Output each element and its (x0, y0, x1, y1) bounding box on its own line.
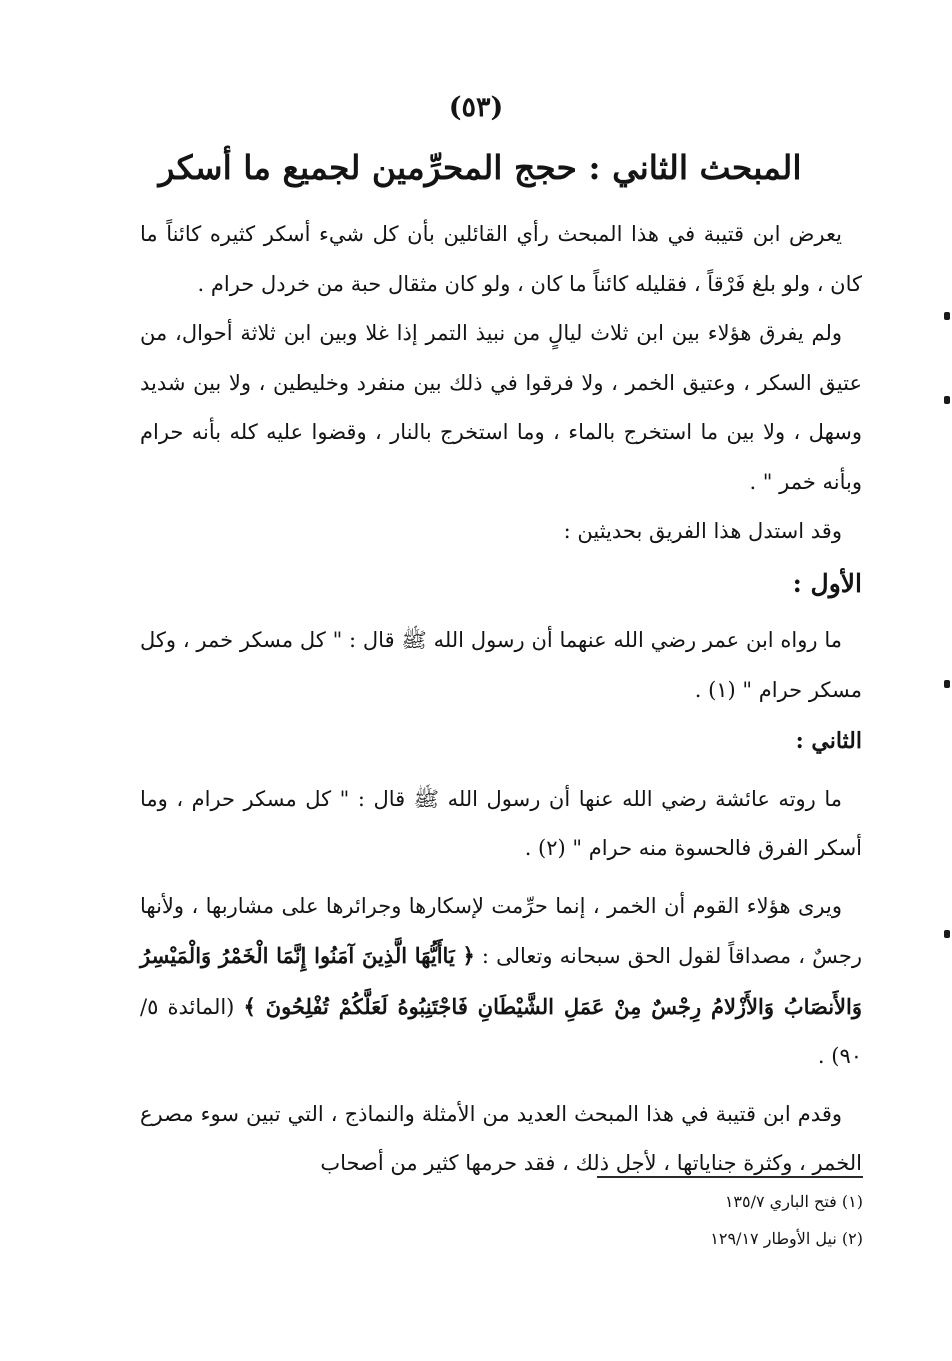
paragraph-hadith-aisha: ما روته عائشة رضي الله عنها أن رسول الله ﷺ قال : " كل مسكر حرام ، وما أسكر الفرق فالحسوة منه حرام " (٢) . (140, 786, 862, 860)
paragraph-quran-argument (140, 882, 862, 1082)
quran-reference: (المائدة ٥/ ٩٠) . (140, 994, 862, 1068)
paragraph-no-distinction: ولم يفرق هؤلاء بين ابن ثلاث ليالٍ من نبيذ التمر إذا غلا وبين ابن ثلاثة أحوال، من عتيق السكر ، وعتيق الخمر ، ولا فرقوا في ذلك بين منفرد وخليطين ، ولا بين شديد وسهل ، ولا بين ما استخرج بالماء ، وما استخرج بالنار ، وقضوا عليه كله بأنه حرام وبأنه خمر " . (140, 321, 862, 494)
quran-argument-intro: ويرى هؤلاء القوم أن الخمر ، إنما حرِّمت لإسكارها وجرائرها على مشاربها ، ولأنها رجسٌ ، مصداقاً لقول الحق سبحانه وتعالى : (140, 893, 862, 968)
footnotes (560, 1183, 863, 1257)
heading-second: الثاني : (795, 728, 862, 754)
footnote-1: (١) فتح الباري ١٣٥/٧ (724, 1192, 863, 1211)
paragraph-intro: يعرض ابن قتيبة في هذا المبحث رأي القائلين بأن كل شيء أسكر كثيره كائناً ما كان ، ولو بلغ فَرْقاً ، فقليله كائناً ما كان ، ولو كان مثقال حبة من خردل حرام . (140, 222, 862, 296)
footnote-2: (٢) نيل الأوطار ١٢٩/١٧ (710, 1229, 863, 1248)
paragraph-examples: وقدم ابن قتيبة في هذا المبحث العديد من الأمثلة والنماذج ، التي تبين سوء مصرع الخمر ، وكثرة جناياتها ، لأجل ذلك ، فقد حرمها كثير من أصحاب (140, 1101, 862, 1175)
footnote-divider (597, 1176, 863, 1178)
scan-edge-mark (944, 680, 950, 688)
quran-verse: ﴿ يَاأَيُّهَا الَّذِينَ آمَنُوا إِنَّمَا الْخَمْرُ وَالْمَيْسِرُ وَالأَنصَابُ وَالأَزْلامُ رِجْسٌ مِنْ عَمَلِ الشَّيْطَانِ فَاجْتَنِبُوهُ لَعَلَّكُمْ تُفْلِحُونَ ﴾ (140, 943, 862, 1019)
scan-edge-mark (944, 396, 950, 404)
page-number: (٥٣) (448, 92, 504, 123)
paragraph-two-hadiths: وقد استدل هذا الفريق بحديثين : (563, 519, 842, 543)
heading-first: الأول : (792, 568, 862, 598)
scan-edge-mark (944, 312, 950, 320)
scan-edge-mark (944, 930, 950, 938)
body-text (140, 210, 862, 1189)
paragraph-hadith-ibn-umar: ما رواه ابن عمر رضي الله عنهما أن رسول الله ﷺ قال : " كل مسكر خمر ، وكل مسكر حرام " (١) . (140, 628, 862, 702)
chapter-title: المبحث الثاني : حجج المحرِّمين لجميع ما أسكر (158, 148, 802, 187)
